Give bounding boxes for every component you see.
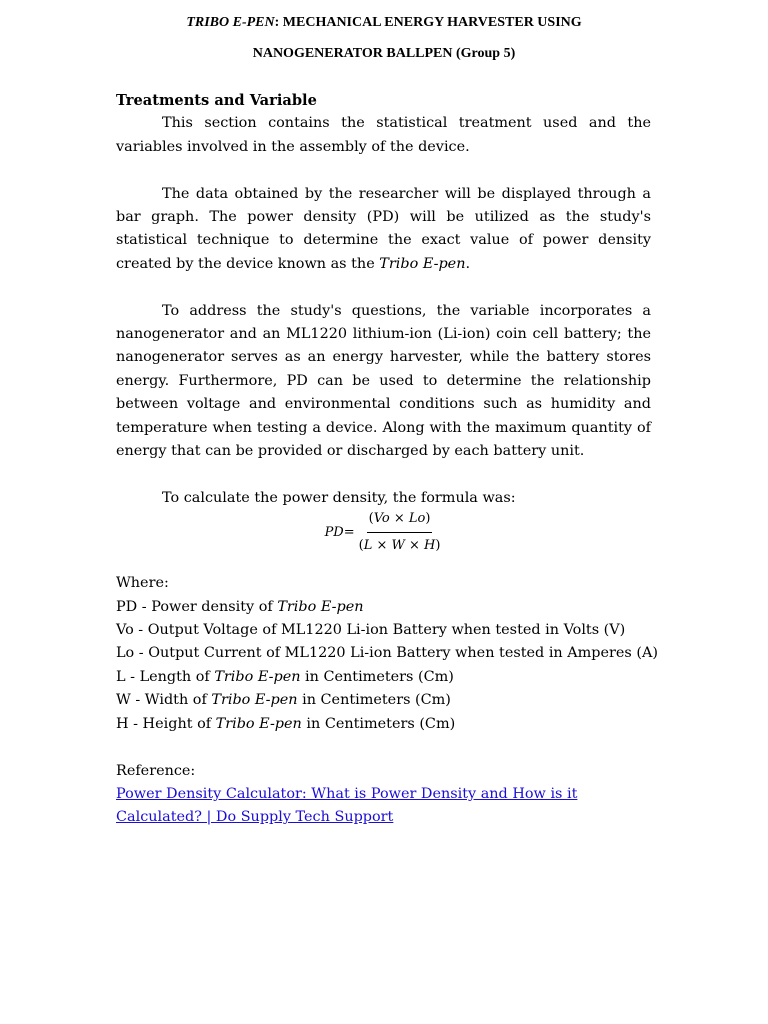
reference-link[interactable]: Power Density Calculator: What is Power Density and How is it Calculated? | Do Supply Tech Support	[116, 785, 578, 826]
paragraph-data	[116, 183, 651, 277]
paragraph-intro: This section contains the statistical treatment used and the variables involved in the assembly of the device.	[116, 115, 651, 155]
document-title-line-1	[0, 15, 768, 31]
power-density-formula	[116, 512, 651, 552]
document-title-line-2: NANOGENERATOR BALLPEN (Group 5)	[252, 46, 516, 61]
definition-list	[116, 596, 659, 736]
paragraph-variables: To address the study's questions, the variable incorporates a nanogenerator and an ML1220 lithium-ion (Li-ion) coin cell battery; the nanogenerator serves as an energy harvester, while the battery stores energy. Furthermore, PD can be used to determine the relationship between voltage and environmental conditions such as humidity and temperature when testing a device. Along with the maximum quantity of energy that can be provided or discharged by each battery unit.	[116, 302, 651, 460]
formula-denominator: (L × W × H)	[358, 537, 441, 553]
title-italic: TRIBO E-PEN	[186, 15, 275, 30]
where-label: Where:	[116, 575, 169, 592]
definition-pd: PD - Power density of Tribo E-pen	[116, 598, 364, 615]
formula-numerator: (Vo × Lo)	[367, 507, 433, 532]
reference-label: Reference:	[116, 762, 196, 779]
document-body	[116, 89, 659, 830]
definition-h: H - Height of Tribo E-pen in Centimeters (Cm)	[116, 715, 456, 732]
definition-vo: Vo - Output Voltage of ML1220 Li-ion Battery when tested in Volts (V)	[116, 622, 626, 639]
p2-italic: Tribo E-pen	[379, 255, 466, 272]
section-heading: Treatments and Variable	[116, 92, 317, 109]
definition-w: W - Width of Tribo E-pen in Centimeters (Cm)	[116, 692, 451, 709]
title-rest: : MECHANICAL ENERGY HARVESTER USING	[274, 15, 582, 30]
definition-lo: Lo - Output Current of ML1220 Li-ion Battery when tested in Amperes (A)	[116, 645, 659, 662]
formula-fraction	[357, 507, 443, 557]
p2-end: .	[465, 255, 471, 272]
formula-lhs: PD=	[324, 524, 355, 540]
paragraph-formula-intro: To calculate the power density, the formula was:	[162, 489, 516, 506]
p2-text: The data obtained by the researcher will be displayed through a bar graph. The power density (PD) will be utilized as the study's statistical technique to determine the exact value of power density created by the device known as the	[116, 185, 651, 272]
definition-l: L - Length of Tribo E-pen in Centimeters (Cm)	[116, 668, 454, 685]
